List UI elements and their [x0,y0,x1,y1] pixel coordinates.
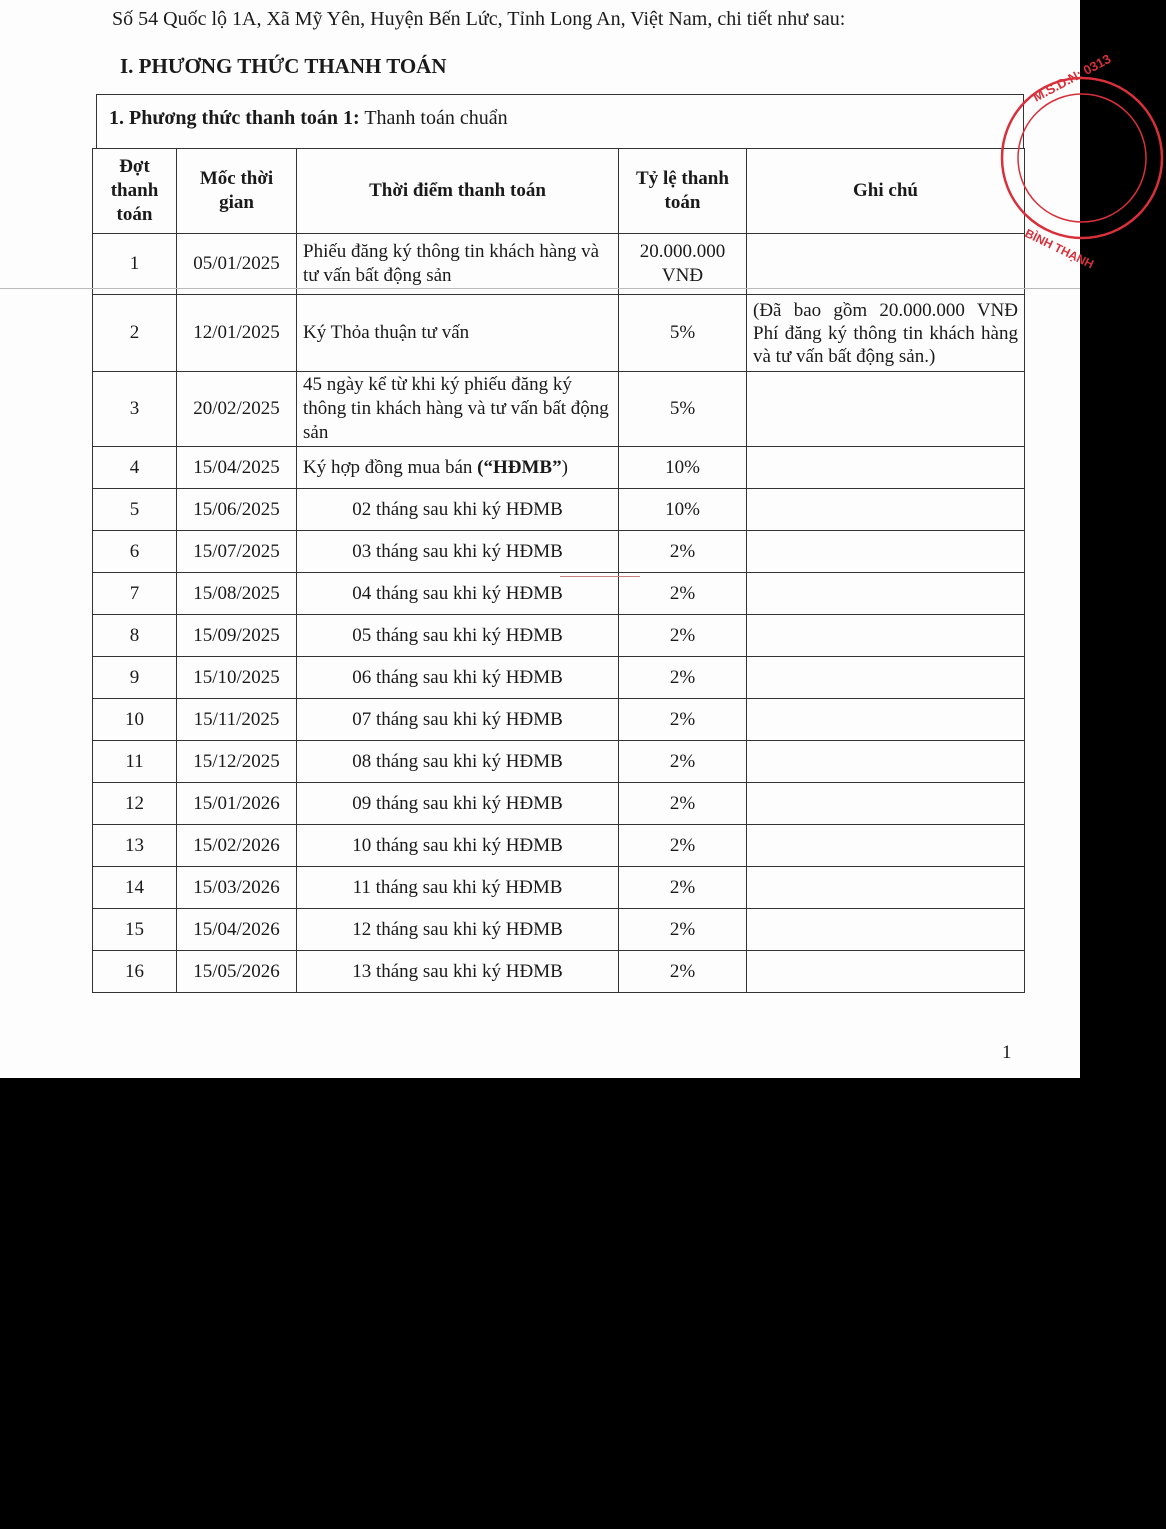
installment-no: 12 [93,783,177,825]
scan-artifact-mark [560,576,640,577]
payment-note [747,657,1025,699]
payment-time: Ký Thỏa thuận tư vấn [297,295,619,372]
table-row [93,657,1025,699]
payment-rate: 10% [619,447,747,489]
intro-text: Số 54 Quốc lộ 1A, Xã Mỹ Yên, Huyện Bến Lức, Tỉnh Long An, Việt Nam, chi tiết như sau: [112,8,846,30]
payment-note [747,573,1025,615]
payment-time: 11 tháng sau khi ký HĐMB [297,867,619,909]
milestone-date: 15/06/2025 [177,489,297,531]
payment-method-label: 1. Phương thức thanh toán 1: [109,107,360,129]
payment-note [747,615,1025,657]
installment-no: 5 [93,489,177,531]
payment-time: 13 tháng sau khi ký HĐMB [297,951,619,993]
milestone-date: 15/01/2026 [177,783,297,825]
payment-rate: 2% [619,573,747,615]
table-row [93,867,1025,909]
seal-text-bottom: BÌNH THẠNH [1022,226,1096,272]
milestone-date: 15/05/2026 [177,951,297,993]
payment-rate: 20.000.000 VNĐ [619,234,747,295]
payment-note [747,741,1025,783]
header-note: Ghi chú [747,149,1025,234]
payment-time: 04 tháng sau khi ký HĐMB [297,573,619,615]
header-installment: Đợt thanh toán [93,149,177,234]
table-row [93,615,1025,657]
table-row [93,447,1025,489]
table-row [93,741,1025,783]
installment-no: 2 [93,295,177,372]
payment-rate: 5% [619,295,747,372]
table-row [93,489,1025,531]
payment-note [747,447,1025,489]
table-header-row [93,149,1025,234]
installment-no: 8 [93,615,177,657]
milestone-date: 15/04/2026 [177,909,297,951]
installment-no: 11 [93,741,177,783]
payment-note [747,825,1025,867]
payment-rate: 2% [619,741,747,783]
scan-artifact-line [0,288,1080,289]
table-row [93,531,1025,573]
payment-method-value: Thanh toán chuẩn [359,107,508,129]
payment-rate: 2% [619,615,747,657]
payment-note: (Đã bao gồm 20.000.000 VNĐ Phí đăng ký thông tin khách hàng và tư vấn bất động sản.) [747,295,1025,372]
payment-time: 07 tháng sau khi ký HĐMB [297,699,619,741]
payment-time: 09 tháng sau khi ký HĐMB [297,783,619,825]
installment-no: 7 [93,573,177,615]
header-milestone: Mốc thời gian [177,149,297,234]
milestone-date: 15/04/2025 [177,447,297,489]
payment-rate: 2% [619,531,747,573]
header-payment-time: Thời điểm thanh toán [297,149,619,234]
payment-time [297,447,619,489]
payment-note [747,909,1025,951]
payment-note [747,489,1025,531]
installment-no: 13 [93,825,177,867]
payment-rate: 2% [619,783,747,825]
installment-no: 4 [93,447,177,489]
payment-note [747,867,1025,909]
section-heading: I. PHƯƠNG THỨC THANH TOÁN [120,54,447,78]
payment-time: 45 ngày kể từ khi ký phiếu đăng ký thông tin khách hàng và tư vấn bất động sản [297,372,619,447]
table-row [93,573,1025,615]
header-payment-rate: Tỷ lệ thanh toán [619,149,747,234]
installment-no: 1 [93,234,177,295]
table-row [93,825,1025,867]
payment-note [747,234,1025,295]
milestone-date: 15/09/2025 [177,615,297,657]
milestone-date: 15/03/2026 [177,867,297,909]
payment-note [747,531,1025,573]
milestone-date: 15/08/2025 [177,573,297,615]
payment-time: 02 tháng sau khi ký HĐMB [297,489,619,531]
seal-inner-ring [1018,94,1146,222]
installment-no: 15 [93,909,177,951]
table-row [93,372,1025,447]
milestone-date: 15/12/2025 [177,741,297,783]
payment-rate: 2% [619,657,747,699]
payment-note [747,951,1025,993]
milestone-date: 05/01/2025 [177,234,297,295]
installment-no: 16 [93,951,177,993]
seal-text-top: M.S.D.N: 0313 [1030,51,1114,105]
company-seal-stamp [996,51,1166,272]
payment-method-title [96,94,1024,148]
installment-no: 6 [93,531,177,573]
milestone-date: 15/02/2026 [177,825,297,867]
table-row [93,295,1025,372]
installment-no: 3 [93,372,177,447]
payment-time: 05 tháng sau khi ký HĐMB [297,615,619,657]
payment-rate: 2% [619,699,747,741]
payment-time: Phiếu đăng ký thông tin khách hàng và tư vấn bất động sản [297,234,619,295]
payment-time: 06 tháng sau khi ký HĐMB [297,657,619,699]
payment-rate: 2% [619,867,747,909]
payment-time: 12 tháng sau khi ký HĐMB [297,909,619,951]
milestone-date: 15/11/2025 [177,699,297,741]
payment-time-text: Ký hợp đồng mua bán [303,456,478,478]
payment-time: 10 tháng sau khi ký HĐMB [297,825,619,867]
installment-no: 14 [93,867,177,909]
payment-note [747,372,1025,447]
table-row [93,951,1025,993]
payment-note [747,783,1025,825]
payment-time-close: ) [561,456,568,478]
payment-schedule-table [92,148,1025,993]
payment-rate: 2% [619,951,747,993]
payment-rate: 10% [619,489,747,531]
payment-time: 03 tháng sau khi ký HĐMB [297,531,619,573]
table-row [93,234,1025,295]
payment-rate: 2% [619,825,747,867]
installment-no: 10 [93,699,177,741]
installment-no: 9 [93,657,177,699]
milestone-date: 20/02/2025 [177,372,297,447]
milestone-date: 15/10/2025 [177,657,297,699]
table-row [93,699,1025,741]
milestone-date: 15/07/2025 [177,531,297,573]
table-row [93,909,1025,951]
page-number: 1 [1002,1042,1012,1063]
payment-time: 08 tháng sau khi ký HĐMB [297,741,619,783]
table-row [93,783,1025,825]
seal-outer-ring [1002,78,1162,238]
payment-rate: 2% [619,909,747,951]
payment-time-abbrev: (“HĐMB” [477,456,562,478]
payment-note [747,699,1025,741]
milestone-date: 12/01/2025 [177,295,297,372]
payment-rate: 5% [619,372,747,447]
